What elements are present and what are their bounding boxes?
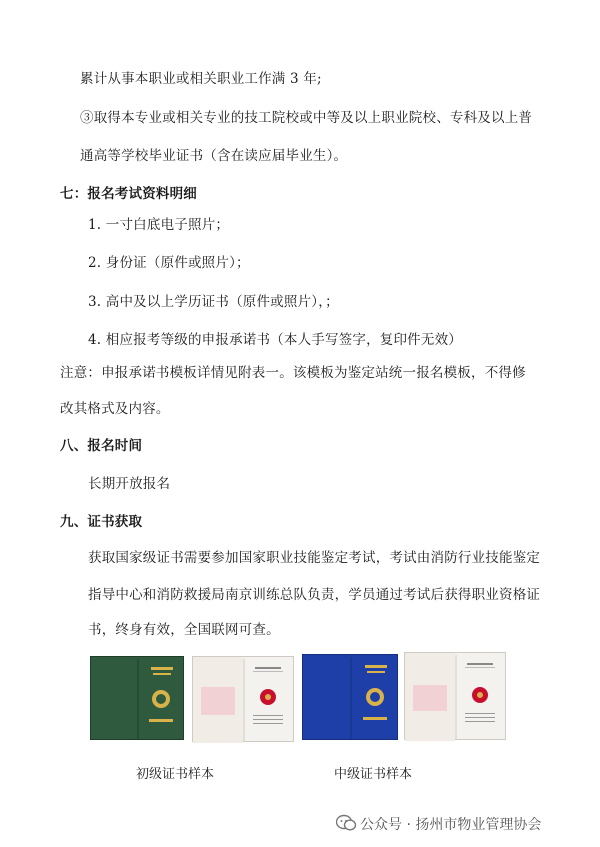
certificate-inner-page-icon — [405, 653, 507, 741]
list-item: 1. 一寸白底电子照片； — [88, 217, 230, 233]
primary-certificate-cover — [90, 656, 184, 740]
paragraph-line-2: ③取得本专业或相关专业的技工院校或中等及以上职业院校、专科及以上普 — [80, 110, 533, 126]
primary-certificate-open — [192, 656, 294, 742]
section-8-text: 长期开放报名 — [88, 476, 171, 492]
national-emblem-icon — [303, 655, 399, 741]
intermediate-certificate-caption: 中级证书样本 — [334, 767, 413, 782]
footer-account-name: 公众号 · 扬州市物业管理协会 — [360, 817, 542, 833]
paragraph-line-1: 累计从事本职业或相关职业工作满 3 年; — [80, 71, 322, 87]
list-item: 4. 相应报考等级的申报承诺书（本人手写签字，复印件无效） — [88, 332, 462, 348]
certificate-inner-page-icon — [193, 657, 295, 743]
section-9-line-1: 获取国家级证书需要参加国家职业技能鉴定考试，考试由消防行业技能鉴定 — [88, 550, 541, 566]
section-7-heading: 七：报名考试资料明细 — [60, 186, 197, 202]
primary-certificate-caption: 初级证书样本 — [136, 767, 215, 782]
note-line-1: 注意：申报承诺书模板详情见附表一。该模板为鉴定站统一报名模板，不得修 — [60, 365, 526, 381]
section-8-heading: 八、报名时间 — [60, 438, 143, 454]
paragraph-line-3: 通高等学校毕业证书（含在读应届毕业生）。 — [80, 148, 348, 164]
list-item: 2. 身份证（原件或照片）； — [88, 255, 250, 271]
note-line-2: 改其格式及内容。 — [60, 401, 170, 417]
section-9-heading: 九、证书获取 — [60, 514, 143, 530]
list-item: 3. 高中及以上学历证书（原件或照片），； — [88, 294, 339, 310]
section-9-line-3: 书，终身有效，全国联网可查。 — [88, 622, 280, 638]
wechat-icon — [336, 814, 356, 832]
national-emblem-icon — [91, 657, 185, 741]
intermediate-certificate-open — [404, 652, 506, 740]
section-9-line-2: 指导中心和消防救援局南京训练总队负责，学员通过考试后获得职业资格证 — [88, 587, 541, 603]
intermediate-certificate-cover — [302, 654, 398, 740]
